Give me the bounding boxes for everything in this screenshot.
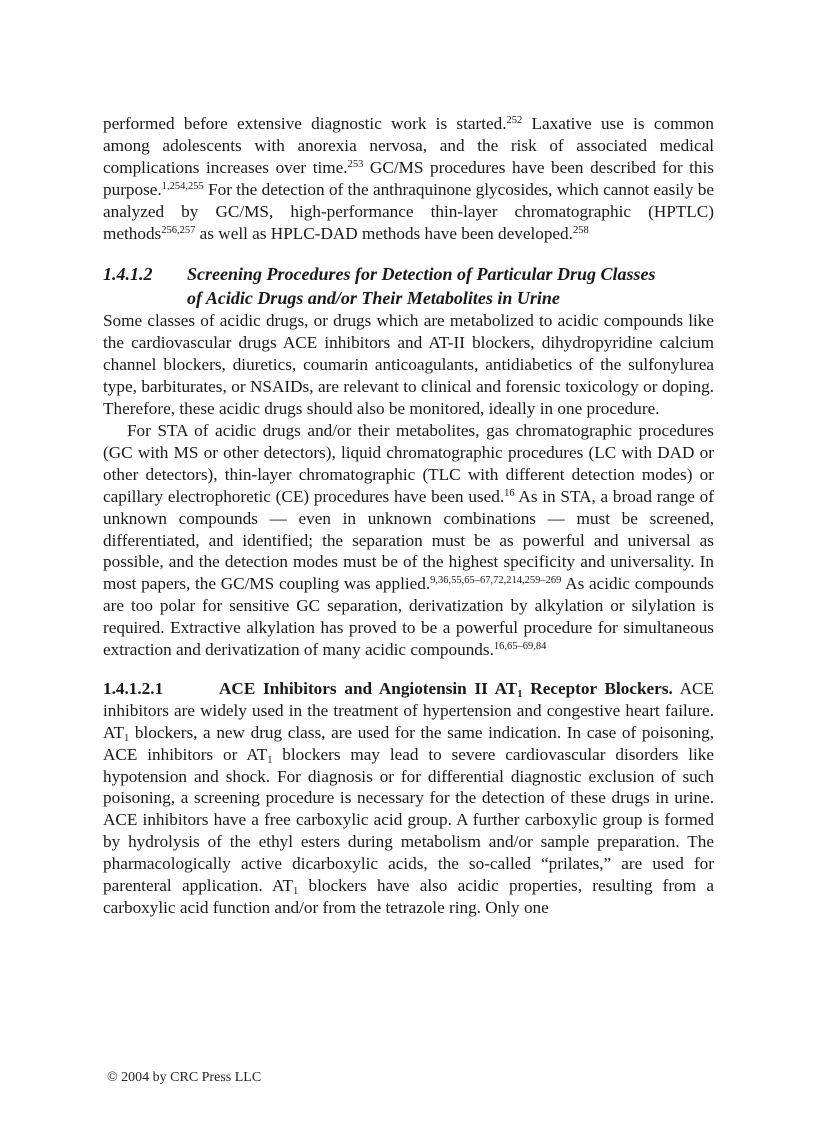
- section-title: Screening Procedures for Detection of Particular Drug Classes of Acidic Drugs and/or Their Metabolites in Urine: [187, 264, 656, 309]
- reference: 1,254,255: [161, 180, 204, 192]
- subscript: 1: [517, 688, 523, 700]
- text: As in STA, a broad range of unknown compounds — even in unknown combinations — must be screened, differentiated, and identified; the separation must be as powerful and universal as possible, and the detection modes must be of the highest specificity and universality. In most papers, the GC/MS coupling was applied.: [103, 486, 714, 594]
- text: GC/MS procedures have been described for this purpose.: [103, 157, 714, 199]
- copyright-footer: © 2004 by CRC Press LLC: [107, 1070, 262, 1085]
- text: Laxative use is common among adolescents with anorexia nervosa, and the risk of associated medical complications increases over time.: [103, 114, 714, 177]
- reference: 253: [347, 158, 364, 170]
- reference: 16,65–69,84: [493, 641, 547, 653]
- page-body: [103, 113, 714, 919]
- subsection-number: 1.4.1.2.1: [103, 678, 164, 698]
- text: blockers have also acidic properties, resulting from a carboxylic acid function and/or from the tetrazole ring. Only one: [103, 876, 714, 917]
- section-paragraph-2: [103, 420, 714, 661]
- subsection-paragraph: [103, 678, 714, 919]
- subscript: 1: [292, 886, 299, 898]
- text: For the detection of the anthraquinone glycosides, which cannot easily be analyzed by GC/MS, high-performance thin-layer chromatographic (HPTLC) methods: [103, 179, 714, 243]
- text: For STA of acidic drugs and/or their metabolites, gas chromatographic procedures (GC with MS or other detectors), liquid chromatographic procedures (LC with DAD or other detectors), thin-layer chromatographic (TLC with different detection modes) or capillary electrophoretic (CE) procedures have been used.: [103, 420, 714, 506]
- subscript: 1: [124, 732, 130, 744]
- text: blockers, a new drug class, are used for the same indication. In case of poisoning, ACE inhibitors or AT: [103, 722, 714, 764]
- text: As acidic compounds are too polar for sensitive GC separation, derivatization by alkylation or silylation is required. Extractive alkylation has proved to be a powerful procedure for simultaneous extraction and derivatization of many acidic compounds.: [103, 574, 714, 660]
- text: blockers may lead to severe cardiovascular disorders like hypotension and shock. For diagnosis or for differential diagnostic exclusion of such poisoning, a screening procedure is necessary for the detection of these drugs in urine. ACE inhibitors have a free carboxylic acid group. A further carboxylic group is formed by hydrolysis of the ethyl esters during metabolism and/or sample preparation. The pharmacologically active dicarboxylic acids, the so-called “prilates,” are used for parenteral application. AT: [103, 744, 714, 896]
- section-number: 1.4.1.2: [103, 264, 153, 285]
- subsection-title: Receptor Blockers.: [522, 678, 673, 698]
- text: as well as HPLC-DAD methods have been developed.: [195, 223, 573, 243]
- subsection-title: ACE Inhibitors and Angiotensin II AT: [219, 678, 518, 698]
- paragraph-laxatives: [103, 113, 714, 244]
- section-paragraph-1: Some classes of acidic drugs, or drugs which are metabolized to acidic compounds like the cardiovascular drugs ACE inhibitors and AT-II blockers, dihydropyridine calcium channel blockers, diuretics, coumarin anticoagulants, antidiabetics of the sulfonylurea type, barbiturates, or NSAIDs, are relevant to clinical and forensic toxicology or doping. Therefore, these acidic drugs should also be monitored, ideally in one procedure.: [103, 311, 714, 419]
- reference: 252: [506, 115, 523, 126]
- reference: 256,257: [161, 224, 196, 236]
- text: performed before extensive diagnostic work is started.: [103, 114, 507, 133]
- subsection-heading: [103, 679, 673, 698]
- section-heading: [103, 262, 714, 310]
- reference: 16: [504, 487, 515, 499]
- text: ACE inhibitors are widely used in the treatment of hypertension and congestive heart failure. AT: [103, 678, 714, 742]
- subscript: 1: [267, 754, 273, 766]
- reference: 258: [572, 224, 589, 236]
- reference: 9,36,55,65–67,72,214,259–269: [430, 575, 562, 587]
